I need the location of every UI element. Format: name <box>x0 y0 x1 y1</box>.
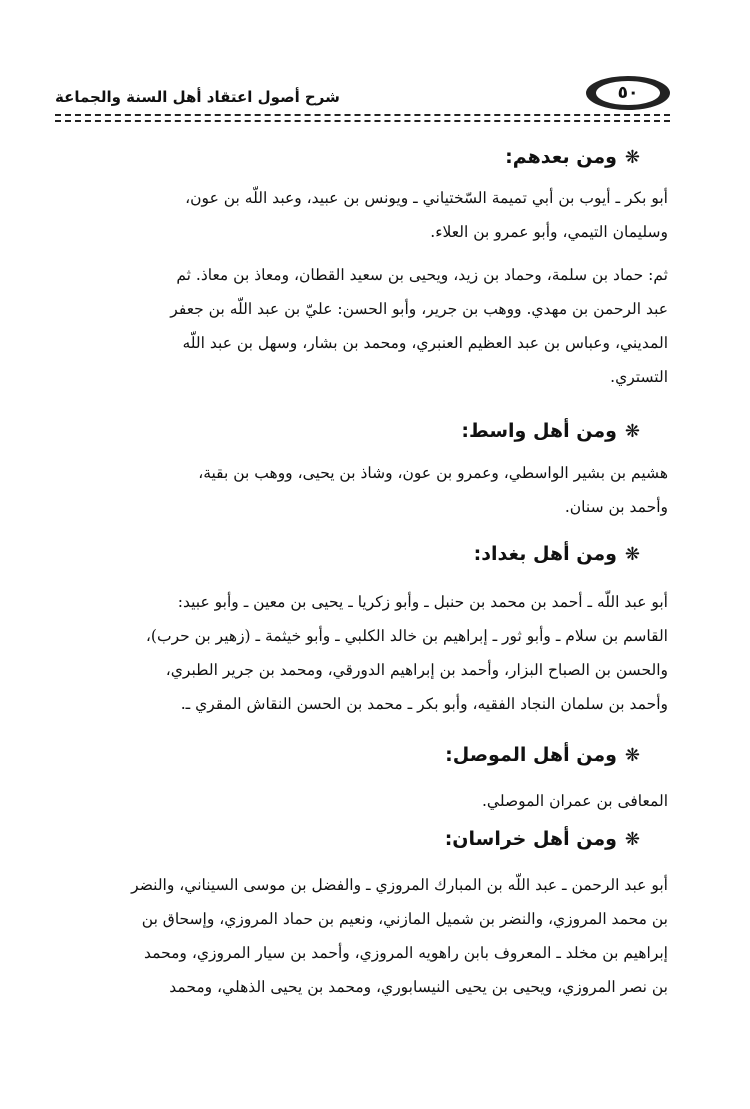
section-heading <box>445 744 640 766</box>
running-title: شرح أصول اعتقاد أهل السنة والجماعة <box>55 88 340 106</box>
section-heading <box>505 146 640 168</box>
text-line: وأحمد بن سنان. <box>564 498 668 516</box>
text-line: وسليمان التيمي، وأبو عمرو بن العلاء. <box>430 223 668 241</box>
heading-star-icon: ❋ <box>624 745 640 766</box>
text-line: إبراهيم بن مخلد ـ المعروف بابن راهويه المروزي، وأحمد بن سيار المروزي، ومحمد <box>144 944 668 962</box>
section-heading-text: ومن بعدهم: <box>505 146 617 168</box>
text-line: المعافى بن عمران الموصلي. <box>482 792 668 810</box>
section-heading-text: ومن أهل الموصل: <box>445 744 617 766</box>
text-line: أبو عبد اللّه ـ أحمد بن محمد بن حنبل ـ وأبو زكريا ـ يحيى بن معين ـ وأبو عبيد: <box>177 593 668 611</box>
paragraph <box>85 456 668 524</box>
section-heading-text: ومن أهل بغداد: <box>473 543 617 565</box>
heading-star-icon: ❋ <box>624 147 640 168</box>
text-line: هشيم بن بشير الواسطي، وعمرو بن عون، وشاذ بن يحيى، ووهب بن بقية، <box>198 464 668 482</box>
paragraph <box>85 784 668 818</box>
text-line: أبو عبد الرحمن ـ عبد اللّه بن المبارك المروزي ـ والفضل بن موسى السيناني، والنضر <box>131 876 668 894</box>
text-line: القاسم بن سلام ـ وأبو ثور ـ إبراهيم بن خالد الكلبي ـ وأبو خيثمة ـ (زهير بن حرب)، <box>145 627 668 645</box>
section-heading <box>474 543 640 565</box>
section-heading-text: ومن أهل خراسان: <box>444 828 617 850</box>
paragraph <box>85 868 668 1004</box>
text-line: وأحمد بن سلمان النجاد الفقيه، وأبو بكر ـ محمد بن الحسن النقاش المقري ـ. <box>180 695 668 713</box>
page-number-badge <box>586 76 670 110</box>
text-line: ثم: حماد بن سلمة، وحماد بن زيد، ويحيى بن سعيد القطان، ومعاذ بن معاذ. ثم <box>176 266 668 284</box>
section-heading <box>445 828 640 850</box>
header-rule-bottom <box>55 120 670 122</box>
text-line: التستري. <box>610 368 668 386</box>
text-line: بن محمد المروزي، والنضر بن شميل المازني، ونعيم بن حماد المروزي، وإسحاق بن <box>141 910 668 928</box>
paragraph <box>85 181 668 249</box>
section-heading <box>461 420 640 442</box>
running-header <box>55 72 670 112</box>
heading-star-icon: ❋ <box>624 421 640 442</box>
heading-star-icon: ❋ <box>624 829 640 850</box>
section-heading-text: ومن أهل واسط: <box>461 420 617 442</box>
paragraph <box>85 585 668 721</box>
page-number: ٥٠ <box>596 81 660 105</box>
text-line: أبو بكر ـ أيوب بن أبي تميمة السّختياني ـ ويونس بن عبيد، وعبد اللّه بن عون، <box>185 189 668 207</box>
text-line: المديني، وعباس بن عبد العظيم العنبري، ومحمد بن بشار، وسهل بن عبد اللّه <box>182 334 668 352</box>
paragraph <box>85 258 668 394</box>
text-line: بن نصر المروزي، ويحيى بن يحيى النيسابوري، ومحمد بن يحيى الذهلي، ومحمد <box>169 978 668 996</box>
text-line: عبد الرحمن بن مهدي. ووهب بن جرير، وأبو الحسن: عليّ بن عبد اللّه بن جعفر <box>170 300 668 318</box>
heading-star-icon: ❋ <box>624 544 640 565</box>
text-line: والحسن بن الصباح البزار، وأحمد بن إبراهيم الدورقي، ومحمد بن جرير الطبري، <box>165 661 668 679</box>
header-rule-top <box>55 114 670 116</box>
